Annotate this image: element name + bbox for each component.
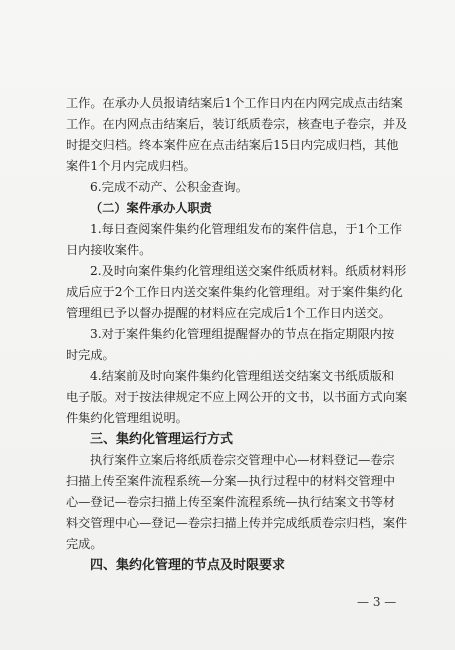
section-subheading: （二）案件承办人职责 (90, 201, 212, 215)
document-body (66, 93, 408, 576)
text-line: 工作。在承办人员报请结案后1个工作日内在内网完成点击结案 (66, 96, 403, 110)
process-paragraph: 执行案件立案后将纸质卷宗交管理中心—材料登记—卷宗 (90, 453, 395, 467)
section-heading: 三、集约化管理运行方式 (90, 432, 234, 447)
text-line: 时完成。 (66, 348, 115, 362)
text-line: 心—登记—卷宗扫描上传至案件流程系统—执行结案文书等材 (66, 495, 396, 509)
duty-item-3: 3.对于案件集约化管理组提醒督办的节点在指定期限内按 (90, 327, 395, 341)
text-line: 日内接收案件。 (66, 243, 152, 257)
text-line: 工作。在内网点击结案后，装订纸质卷宗，核查电子卷宗，并及 (66, 117, 408, 131)
text-line: 料交管理中心—登记—卷宗扫描上传并完成纸质卷宗归档，案件 (66, 516, 408, 530)
text-line: 电子版。对于按法律规定不应上网公开的文书，以书面方式向案 (66, 390, 408, 404)
duty-item-4: 4.结案前及时向案件集约化管理组送交结案文书纸质版和 (90, 369, 395, 383)
text-line: 扫描上传至案件流程系统—分案—执行过程中的材料交管理中 (66, 474, 396, 488)
text-line: 件集约化管理组说明。 (66, 411, 188, 425)
text-line: 时提交归档。终本案件应在点击结案后15日内完成归档，其他 (66, 138, 399, 152)
duty-item-2: 2.及时向案件集约化管理组送交案件纸质材料。纸质材料形 (90, 264, 407, 278)
text-line: 案件1个月内完成归档。 (66, 159, 196, 173)
page-number: — 3 — (357, 595, 397, 609)
list-item-6: 6.完成不动产、公积金查询。 (90, 180, 248, 194)
text-line: 管理组已予以督办提醒的材料应在完成后1个工作日内送交。 (66, 306, 391, 320)
text-line: 成后应于2个工作日内送交案件集约化管理组。对于案件集约化 (66, 285, 403, 299)
text-line: 完成。 (66, 537, 103, 551)
duty-item-1: 1.每日查阅案件集约化管理组发布的案件信息，于1个工作 (90, 222, 402, 236)
section-heading: 四、集约化管理的节点及时限要求 (90, 558, 286, 573)
